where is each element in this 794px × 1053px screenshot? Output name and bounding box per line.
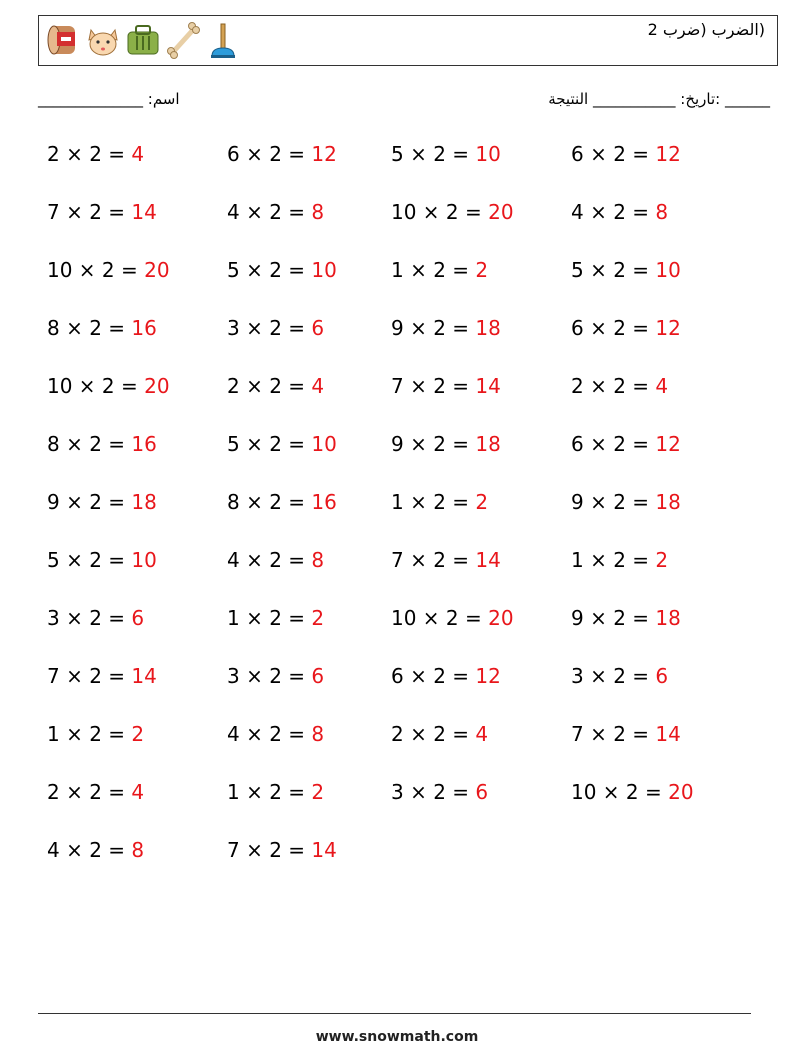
problem-question: 1 × 2 = xyxy=(227,780,312,804)
problem-answer: 2 xyxy=(311,780,325,804)
problem-question: 9 × 2 = xyxy=(571,490,656,514)
problem-question: 7 × 2 = xyxy=(571,722,656,746)
problem-answer: 4 xyxy=(475,722,489,746)
problem-question: 6 × 2 = xyxy=(391,664,476,688)
problem-answer: 12 xyxy=(655,316,681,340)
problem-item xyxy=(47,664,157,688)
problem-answer: 8 xyxy=(311,722,325,746)
problem-question: 9 × 2 = xyxy=(571,606,656,630)
problem-item xyxy=(47,142,144,166)
problem-question: 1 × 2 = xyxy=(47,722,132,746)
problem-answer: 6 xyxy=(655,664,669,688)
problem-answer: 20 xyxy=(488,200,514,224)
problem-answer: 4 xyxy=(311,374,325,398)
pet-carrier-icon xyxy=(125,20,161,60)
problem-question: 6 × 2 = xyxy=(571,142,656,166)
problem-question: 6 × 2 = xyxy=(571,316,656,340)
problem-question: 3 × 2 = xyxy=(227,316,312,340)
problem-answer: 8 xyxy=(311,200,325,224)
problem-answer: 2 xyxy=(311,606,325,630)
worksheet-header xyxy=(38,15,778,66)
problem-answer: 2 xyxy=(131,722,145,746)
problem-answer: 2 xyxy=(655,548,669,572)
problem-question: 9 × 2 = xyxy=(47,490,132,514)
problem-question: 3 × 2 = xyxy=(227,664,312,688)
footer-divider xyxy=(38,1013,751,1014)
problem-answer: 10 xyxy=(131,548,157,572)
problem-item xyxy=(47,722,144,746)
problem-item xyxy=(391,316,501,340)
problem-item xyxy=(227,374,324,398)
problem-item xyxy=(47,838,144,862)
problem-answer: 12 xyxy=(311,142,337,166)
problem-item xyxy=(571,200,668,224)
problem-item xyxy=(391,200,514,224)
problem-item xyxy=(571,780,694,804)
problem-item xyxy=(47,490,157,514)
problem-item xyxy=(227,432,337,456)
problem-answer: 18 xyxy=(475,432,501,456)
problem-item xyxy=(227,490,337,514)
problem-item xyxy=(227,316,324,340)
problem-question: 4 × 2 = xyxy=(47,838,132,862)
problem-answer: 6 xyxy=(311,316,325,340)
problem-question: 7 × 2 = xyxy=(47,664,132,688)
name-field: اسم: ______________ xyxy=(38,90,180,108)
problem-item xyxy=(227,780,324,804)
problem-question: 1 × 2 = xyxy=(571,548,656,572)
problem-item xyxy=(571,316,681,340)
problem-question: 2 × 2 = xyxy=(47,780,132,804)
problem-question: 7 × 2 = xyxy=(391,548,476,572)
problem-question: 4 × 2 = xyxy=(227,200,312,224)
problem-item xyxy=(227,838,337,862)
problem-item xyxy=(571,432,681,456)
problem-item xyxy=(391,432,501,456)
problem-answer: 4 xyxy=(131,142,145,166)
problem-item xyxy=(227,258,337,282)
problem-item xyxy=(571,258,681,282)
problem-question: 8 × 2 = xyxy=(47,432,132,456)
problem-question: 10 × 2 = xyxy=(571,780,669,804)
problem-question: 3 × 2 = xyxy=(391,780,476,804)
problem-item xyxy=(227,142,337,166)
drum-icon xyxy=(45,20,81,60)
problem-item xyxy=(47,200,157,224)
problem-answer: 18 xyxy=(131,490,157,514)
problem-question: 2 × 2 = xyxy=(391,722,476,746)
footer-website: www.snowmath.com xyxy=(315,1029,479,1045)
problem-question: 7 × 2 = xyxy=(47,200,132,224)
problem-item xyxy=(47,780,144,804)
problem-answer: 12 xyxy=(655,432,681,456)
problem-question: 5 × 2 = xyxy=(47,548,132,572)
problem-question: 2 × 2 = xyxy=(227,374,312,398)
problem-question: 5 × 2 = xyxy=(571,258,656,282)
date-score-field: ______ :تاريخ: ___________ النتيجة xyxy=(548,90,770,108)
problem-question: 1 × 2 = xyxy=(227,606,312,630)
problem-item xyxy=(47,374,170,398)
problem-question: 9 × 2 = xyxy=(391,316,476,340)
problem-question: 7 × 2 = xyxy=(391,374,476,398)
problem-answer: 10 xyxy=(311,432,337,456)
problem-answer: 20 xyxy=(668,780,694,804)
problem-item xyxy=(571,722,681,746)
problem-item xyxy=(47,432,157,456)
problem-answer: 6 xyxy=(131,606,145,630)
problem-item xyxy=(571,374,668,398)
problem-question: 4 × 2 = xyxy=(227,548,312,572)
problem-question: 5 × 2 = xyxy=(391,142,476,166)
problem-answer: 8 xyxy=(655,200,669,224)
problem-answer: 10 xyxy=(311,258,337,282)
problem-answer: 4 xyxy=(655,374,669,398)
problem-question: 3 × 2 = xyxy=(47,606,132,630)
problem-item xyxy=(391,722,488,746)
problem-answer: 8 xyxy=(311,548,325,572)
problem-question: 5 × 2 = xyxy=(227,432,312,456)
header-icons xyxy=(45,20,241,60)
problem-answer: 20 xyxy=(488,606,514,630)
problem-answer: 14 xyxy=(311,838,337,862)
problem-item xyxy=(227,548,324,572)
problem-question: 4 × 2 = xyxy=(571,200,656,224)
problem-item xyxy=(47,606,144,630)
problem-item xyxy=(391,780,488,804)
problem-item xyxy=(47,548,157,572)
problem-question: 1 × 2 = xyxy=(391,258,476,282)
problem-item xyxy=(227,200,324,224)
problem-item xyxy=(391,258,488,282)
problem-answer: 6 xyxy=(311,664,325,688)
problem-answer: 14 xyxy=(655,722,681,746)
problem-question: 9 × 2 = xyxy=(391,432,476,456)
problem-answer: 16 xyxy=(311,490,337,514)
plunger-icon xyxy=(205,20,241,60)
problem-question: 5 × 2 = xyxy=(227,258,312,282)
problem-answer: 18 xyxy=(655,490,681,514)
problem-item xyxy=(47,258,170,282)
problem-question: 10 × 2 = xyxy=(391,200,489,224)
problem-answer: 12 xyxy=(475,664,501,688)
problem-answer: 8 xyxy=(131,838,145,862)
problem-question: 2 × 2 = xyxy=(47,142,132,166)
problem-answer: 4 xyxy=(131,780,145,804)
problem-item xyxy=(227,606,324,630)
problem-question: 7 × 2 = xyxy=(227,838,312,862)
problem-answer: 16 xyxy=(131,432,157,456)
problem-item xyxy=(391,490,488,514)
problem-answer: 18 xyxy=(655,606,681,630)
bone-icon xyxy=(165,20,201,60)
problem-item xyxy=(391,548,501,572)
problem-question: 3 × 2 = xyxy=(571,664,656,688)
problem-question: 6 × 2 = xyxy=(571,432,656,456)
problem-item xyxy=(571,142,681,166)
problem-question: 8 × 2 = xyxy=(47,316,132,340)
problem-item xyxy=(227,664,324,688)
problem-question: 4 × 2 = xyxy=(227,722,312,746)
problem-question: 10 × 2 = xyxy=(47,374,145,398)
problem-question: 1 × 2 = xyxy=(391,490,476,514)
problem-answer: 6 xyxy=(475,780,489,804)
problem-item xyxy=(391,142,501,166)
problem-answer: 14 xyxy=(475,374,501,398)
problem-answer: 18 xyxy=(475,316,501,340)
worksheet-title: (الضرب (ضرب 2 xyxy=(647,20,765,39)
problem-answer: 2 xyxy=(475,258,489,282)
problem-answer: 14 xyxy=(131,200,157,224)
problem-item xyxy=(571,548,668,572)
problem-item xyxy=(571,490,681,514)
problem-answer: 14 xyxy=(475,548,501,572)
cat-face-icon xyxy=(85,20,121,60)
problem-question: 10 × 2 = xyxy=(47,258,145,282)
problem-item xyxy=(391,664,501,688)
problem-question: 6 × 2 = xyxy=(227,142,312,166)
problem-answer: 10 xyxy=(655,258,681,282)
problem-item xyxy=(571,606,681,630)
problem-question: 2 × 2 = xyxy=(571,374,656,398)
problem-question: 10 × 2 = xyxy=(391,606,489,630)
problem-item xyxy=(391,374,501,398)
problem-answer: 16 xyxy=(131,316,157,340)
problem-question: 8 × 2 = xyxy=(227,490,312,514)
problem-answer: 12 xyxy=(655,142,681,166)
problem-item xyxy=(391,606,514,630)
problem-item xyxy=(571,664,668,688)
problem-answer: 2 xyxy=(475,490,489,514)
problem-answer: 20 xyxy=(144,374,170,398)
problem-item xyxy=(47,316,157,340)
problem-answer: 20 xyxy=(144,258,170,282)
problem-answer: 10 xyxy=(475,142,501,166)
problem-item xyxy=(227,722,324,746)
problem-answer: 14 xyxy=(131,664,157,688)
